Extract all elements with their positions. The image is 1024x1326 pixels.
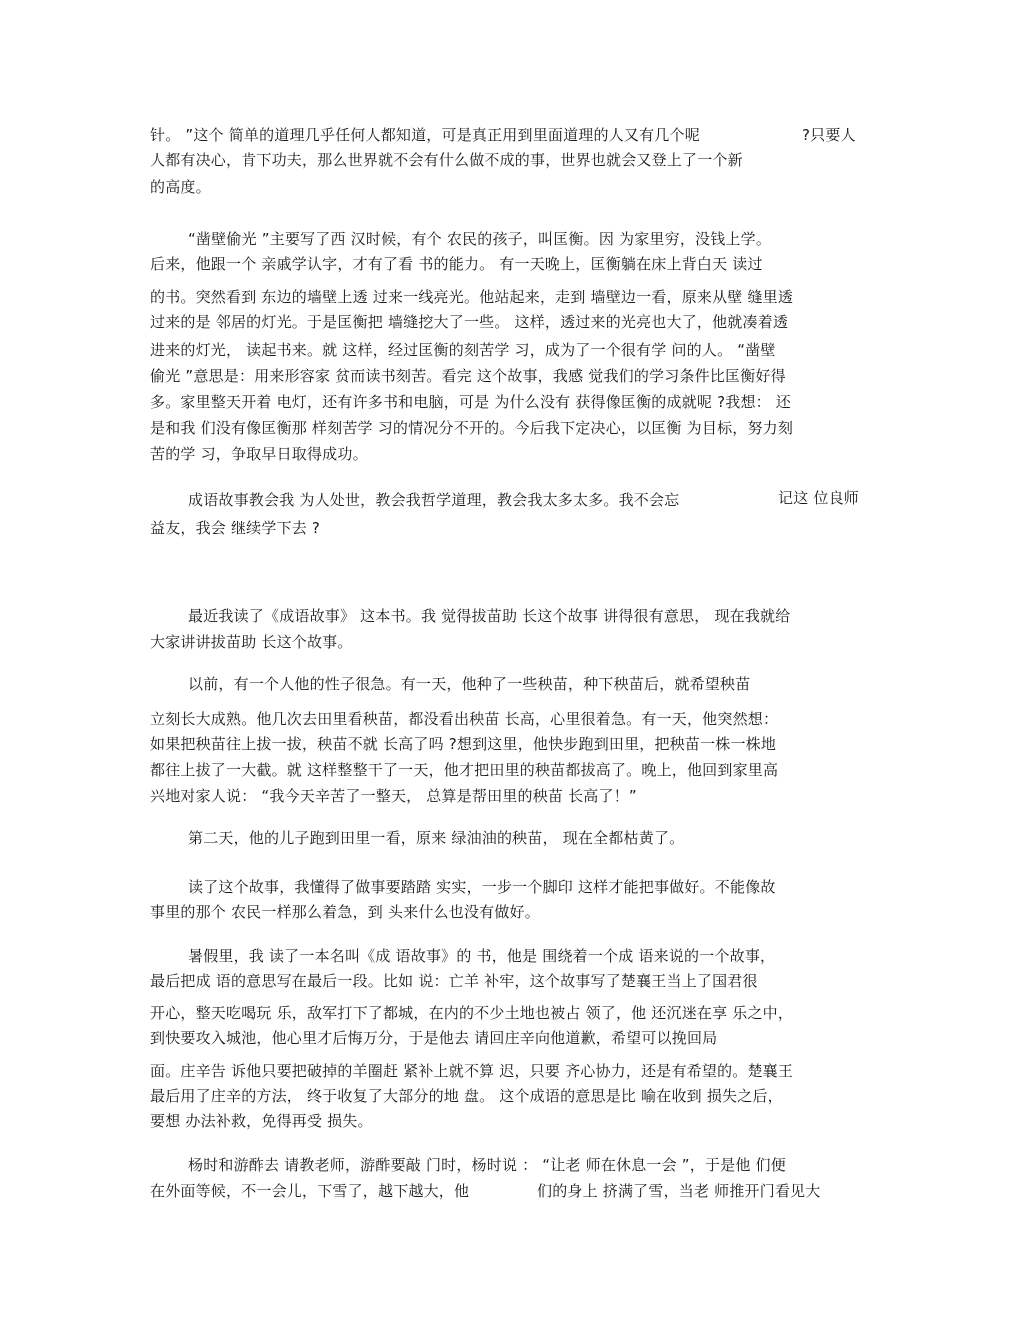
- text-line: 偷光 ”意思是：用来形容家 贫而读书刻苦。看完 这个故事，我感 觉我们的学习条件比匡衡好得: [150, 367, 786, 385]
- text-line: “凿壁偷光 ”主要写了西 汉时候，有个 农民的孩子，叫匡衡。因 为家里穷，没钱上学。: [188, 230, 772, 248]
- text-line: 后来，他跟一个 亲戚学认字，才有了看 书的能力。 有一天晚上，匡衡躺在床上背白天 读过: [150, 255, 763, 273]
- text-line: 人都有决心，肯下功夫，那么世界就不会有什么做不成的事，世界也就会又登上了一个新: [150, 151, 743, 169]
- text-line: 事里的那个 农民一样那么着急，到 头来什么也没有做好。: [150, 903, 540, 921]
- text-line: 暑假里，我 读了一本名叫《成 语故事》的 书，他是 围绕着一个成 语来说的一个故事，: [188, 947, 776, 965]
- text-line: 兴地对家人说： “我今天辛苦了一整天， 总算是帮田里的秧苗 长高了！”: [150, 787, 637, 805]
- text-line: 是和我 们没有像匡衡那 样刻苦学 习的情况分不开的。今后我下定决心，以匡衡 为目标，努力刻: [150, 419, 794, 437]
- text-line: 记这 位良师: [778, 489, 859, 507]
- text-line: 面。庄辛告 诉他只要把破掉的羊圈赶 紧补上就不算 迟，只要 齐心协力，还是有希望的。楚襄王: [150, 1062, 794, 1080]
- text-line: 到快要攻入城池，他心里才后悔万分，于是他去 请回庄辛向他道歉，希望可以挽回局: [150, 1029, 718, 1047]
- text-line: 的书。突然看到 东边的墙壁上透 过来一线亮光。他站起来，走到 墙壁边一看，原来从壁 缝里透: [150, 288, 794, 306]
- text-line: 们的身上 挤满了雪，当老 师推开门看见大: [537, 1182, 821, 1200]
- text-line: 在外面等候，不一会儿，下雪了，越下越大，他: [150, 1182, 470, 1200]
- text-line: ?只要人: [802, 126, 856, 144]
- text-line: 杨时和游酢去 请教老师，游酢要敲 门时，杨时说 ： “让老 师在休息一会 ”，于是他 们便: [188, 1156, 786, 1174]
- text-line: 的高度。: [150, 178, 211, 196]
- text-line: 如果把秧苗往上拔一拔，秧苗不就 长高了吗 ?想到这里，他快步跑到田里，把秧苗一株一株地: [150, 735, 777, 753]
- text-line: 立刻长大成熟。他几次去田里看秧苗，都没看出秧苗 长高，心里很着急。有一天，他突然想：: [150, 710, 779, 728]
- text-line: 都往上拔了一大截。就 这样整整干了一天，他才把田里的秧苗都拔高了。晚上，他回到家里高: [150, 761, 779, 779]
- text-line: 开心，整天吃喝玩 乐，敌军打下了都城，在内的不少土地也被占 领了，他 还沉迷在享 乐之中，: [150, 1004, 794, 1022]
- text-line: 大家讲讲拔苗助 长这个故事。: [150, 633, 353, 651]
- text-line: 最近我读了《成语故事》 这本书。我 觉得拔苗助 长这个故事 讲得很有意思， 现在我就给: [188, 607, 791, 625]
- text-line: 进来的灯光， 读起书来。就 这样，经过匡衡的刻苦学 习，成为了一个很有学 问的人。 “凿壁: [150, 341, 776, 359]
- text-line: 读了这个故事，我懂得了做事要踏踏 实实，一步一个脚印 这样才能把事做好。不能像故: [188, 878, 776, 896]
- text-line: 针。 ”这个 简单的道理几乎任何人都知道，可是真正用到里面道理的人又有几个呢: [150, 126, 700, 144]
- text-line: 成语故事教会我 为人处世，教会我哲学道理，教会我太多太多。我不会忘: [188, 491, 680, 509]
- text-line: 以前，有一个人他的性子很急。有一天，他种了一些秧苗，种下秧苗后，就希望秧苗: [188, 675, 751, 693]
- text-line: 最后用了庄辛的方法， 终于收复了大部分的地 盘。 这个成语的意思是比 喻在收到 损失之后，: [150, 1087, 783, 1105]
- text-line: 益友，我会 继续学下去 ?: [150, 519, 321, 537]
- text-line: 最后把成 语的意思写在最后一段。比如 说：亡羊 补牢，这个故事写了楚襄王当上了国君很: [150, 972, 758, 990]
- text-line: 过来的是 邻居的灯光。于是匡衡把 墙缝挖大了一些。 这样，透过来的光亮也大了，他就凑着透: [150, 313, 789, 331]
- text-line: 第二天，他的儿子跑到田里一看，原来 绿油油的秧苗， 现在全都枯黄了。: [188, 829, 685, 847]
- text-line: 多。家里整天开着 电灯，还有许多书和电脑，可是 为什么没有 获得像匡衡的成就呢 ?我想： 还: [150, 393, 792, 411]
- text-line: 要想 办法补救，免得再受 损失。: [150, 1112, 373, 1130]
- text-line: 苦的学 习，争取早日取得成功。: [150, 445, 368, 463]
